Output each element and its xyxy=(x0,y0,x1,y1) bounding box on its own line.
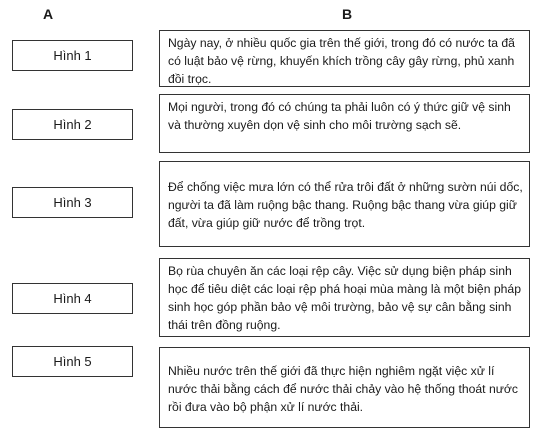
column-a-header: A xyxy=(43,6,54,22)
hinh-3-label: Hình 3 xyxy=(53,195,92,210)
column-b-header: B xyxy=(342,6,353,22)
hinh-4-box xyxy=(12,283,133,314)
hinh-1-box xyxy=(12,40,133,71)
hinh-5-label: Hình 5 xyxy=(53,354,92,369)
hinh-2-label: Hình 2 xyxy=(53,117,92,132)
hinh-4-label: Hình 4 xyxy=(53,291,92,306)
description-box-3 xyxy=(159,161,530,247)
description-box-2 xyxy=(159,94,530,153)
description-1-text: Ngày nay, ở nhiều quốc gia trên thế giới, trong đó có nước ta đã có luật bảo vệ rừng, khuyến khích trồng cây gây rừng, phủ xanh đồi trọc. xyxy=(168,36,515,86)
hinh-2-box xyxy=(12,109,133,140)
description-box-5 xyxy=(159,347,530,428)
description-3-text: Để chống việc mưa lớn có thể rửa trôi đất ở những sườn núi dốc, người ta đã làm ruộng bậc thang. Ruộng bậc thang vừa giúp giữ đất, vừa giúp giữ nước để trồng trọt. xyxy=(168,180,523,230)
description-4-text: Bọ rùa chuyên ăn các loại rệp cây. Việc sử dụng biện pháp sinh học để tiêu diệt các loại rệp phá hoại mùa màng là một biện pháp sinh học góp phần bảo vệ môi trường, bảo vệ sự cân bằng sinh thái trên đồng ruộng. xyxy=(168,264,521,332)
description-box-4 xyxy=(159,258,530,337)
description-5-text: Nhiều nước trên thế giới đã thực hiện nghiêm ngặt việc xử lí nước thải bằng cách để nước thải chảy vào hệ thống thoát nước rồi đưa vào bộ phận xử lí nước thải. xyxy=(168,364,518,414)
description-box-1 xyxy=(159,30,530,87)
hinh-3-box xyxy=(12,187,133,218)
hinh-5-box xyxy=(12,346,133,377)
hinh-1-label: Hình 1 xyxy=(53,48,92,63)
description-2-text: Mọi người, trong đó có chúng ta phải luôn có ý thức giữ vệ sinh và thường xuyên dọn vệ sinh cho môi trường sạch sẽ. xyxy=(168,100,511,132)
